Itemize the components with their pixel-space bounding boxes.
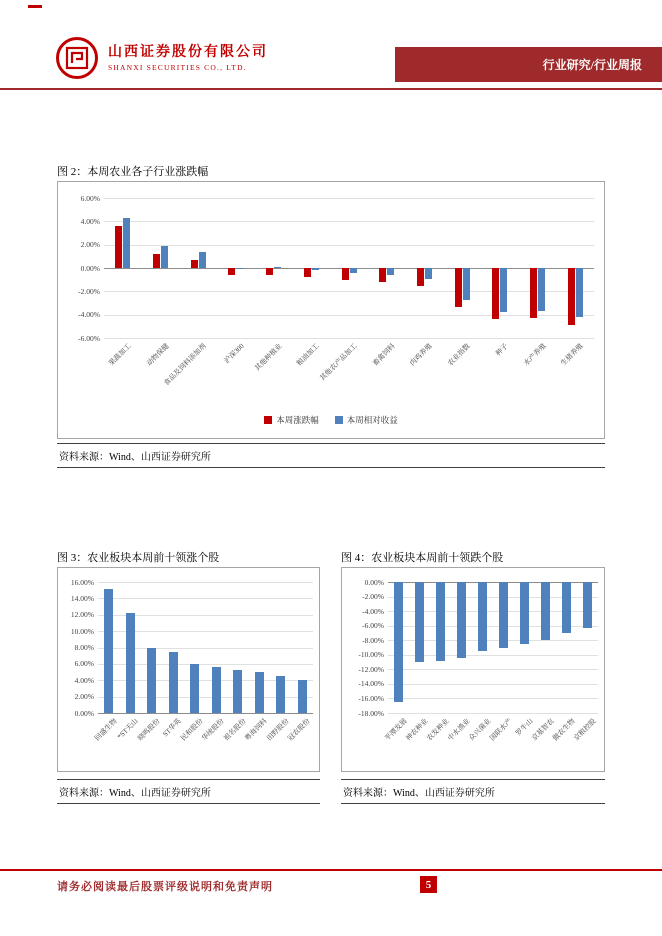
bar (115, 226, 122, 268)
bar (463, 268, 470, 300)
y-axis-tick-label: -10.00% (358, 650, 384, 660)
bar (266, 268, 273, 275)
x-axis-category-label: 祖名股份 (221, 717, 248, 743)
x-axis-category-label: 晓鸣股份 (135, 717, 162, 743)
company-name-block (108, 44, 268, 73)
x-axis-category-label: 肉鸡养殖 (408, 342, 435, 368)
gridline (104, 245, 594, 246)
page-number-badge: 5 (420, 876, 437, 893)
y-axis-tick-label: 4.00% (74, 675, 94, 685)
bar (455, 268, 462, 307)
x-axis-category-label: 沪深300 (222, 342, 246, 365)
x-axis-category-label: 水产养殖 (521, 342, 548, 368)
bar (312, 268, 319, 270)
chart-legend (58, 414, 604, 426)
bar (190, 664, 199, 713)
x-axis-category-label: 民和股份 (178, 717, 205, 743)
figure2-title: 图 2：本周农业各子行业涨跌幅 (57, 166, 209, 178)
bar (530, 268, 537, 318)
x-axis-category-label: 农发种业 (424, 717, 451, 743)
x-axis-category-label: 果蔬加工 (107, 342, 133, 368)
x-axis-category-label: 京粮控股 (571, 717, 598, 743)
legend-label: 本周涨跌幅 (276, 415, 319, 425)
figure2-source: 资料来源：Wind、山西证券研究所 (57, 443, 605, 468)
bar (417, 268, 424, 286)
company-logo (55, 36, 268, 80)
bar (276, 676, 285, 713)
company-name-cn: 山西证券股份有限公司 (108, 44, 268, 60)
x-axis-category-label: *ST天山 (116, 717, 140, 741)
legend-swatch (335, 416, 343, 424)
y-axis-tick-label: 6.00% (80, 193, 100, 203)
x-axis-category-label: 众兴菌业 (466, 717, 493, 743)
footer-disclaimer: 请务必阅读最后股票评级说明和免责声明 (57, 881, 273, 893)
figure4-title: 图 4：农业板块本周前十领跌个股 (341, 552, 504, 564)
legend-label: 本周相对收益 (346, 415, 398, 425)
corner-mark (28, 5, 42, 8)
figure2-chart (57, 181, 605, 439)
y-axis-tick-label: 12.00% (70, 610, 94, 620)
y-axis-tick-label: 2.00% (80, 240, 100, 250)
footer-divider (0, 869, 662, 871)
bar (153, 254, 160, 268)
x-axis-category-label: 罗牛山 (513, 717, 535, 738)
y-axis-tick-label: -2.00% (78, 286, 100, 296)
figure4-chart (341, 567, 605, 772)
bar (457, 582, 466, 658)
x-axis-category-label: 国联水产 (487, 717, 514, 743)
y-axis-tick-label: -4.00% (78, 310, 100, 320)
bar (415, 582, 424, 662)
report-type-label: 行业研究/行业周报 (542, 58, 642, 72)
x-axis-category-label: 回盛生物 (92, 717, 119, 743)
x-axis-category-label: ST华英 (161, 717, 183, 739)
bar (583, 582, 592, 628)
gridline (104, 338, 594, 339)
figure3-chart (57, 567, 320, 772)
figure3-source: 资料来源：Wind、山西证券研究所 (57, 779, 320, 804)
y-axis-tick-label: 0.00% (364, 577, 384, 587)
gridline (98, 713, 313, 714)
y-axis-tick-label: 16.00% (70, 577, 94, 587)
x-axis-category-label: 种子 (493, 342, 510, 358)
x-axis-category-label: 粮油加工 (295, 342, 321, 368)
figure3-title: 图 3：农业板块本周前十领涨个股 (57, 552, 220, 564)
bar (161, 246, 168, 268)
x-axis-category-label: 其他种植业 (252, 342, 284, 373)
y-axis-tick-label: -6.00% (78, 333, 100, 343)
y-axis-tick-label: -18.00% (358, 708, 384, 718)
y-axis-tick-label: -8.00% (362, 635, 384, 645)
y-axis-tick-label: -12.00% (358, 664, 384, 674)
legend-item (264, 414, 319, 426)
y-axis-tick-label: 4.00% (80, 216, 100, 226)
bar (538, 268, 545, 311)
bar (500, 268, 507, 312)
x-axis-category-label: 农业指数 (446, 342, 472, 368)
x-axis-category-label: 傲农生物 (550, 717, 577, 743)
bar (236, 268, 243, 269)
gridline (104, 315, 594, 316)
bar (233, 670, 242, 713)
logo-seal-icon (55, 36, 99, 80)
y-axis-tick-label: -2.00% (362, 592, 384, 602)
bar (562, 582, 571, 633)
bar (126, 613, 135, 713)
bar (436, 582, 445, 661)
bar (298, 680, 307, 713)
x-axis-category-label: 食品及饲料添加剂 (162, 342, 208, 388)
gridline (98, 598, 313, 599)
x-axis-category-label: 畜禽饲料 (370, 342, 397, 368)
bar (379, 268, 386, 282)
bar (499, 582, 508, 648)
x-axis-category-label: 华统股份 (200, 717, 226, 743)
bar (123, 218, 130, 268)
gridline (104, 198, 594, 199)
x-axis-category-label: 平潭发展 (382, 717, 409, 743)
bar (104, 589, 113, 713)
x-axis-category-label: 中水渔业 (445, 717, 472, 743)
bar (387, 268, 394, 275)
bar (394, 582, 403, 702)
bar (304, 268, 311, 277)
bar (228, 268, 235, 275)
y-axis-tick-label: 0.00% (74, 708, 94, 718)
x-axis-category-label: 田野股份 (264, 717, 291, 743)
x-axis-category-label: 生猪养殖 (559, 342, 585, 368)
gridline (388, 669, 598, 670)
gridline (388, 698, 598, 699)
bar (147, 648, 156, 714)
gridline (104, 291, 594, 292)
bar (342, 268, 349, 280)
gridline (98, 582, 313, 583)
bar (492, 268, 499, 319)
x-axis-category-label: 神农种业 (403, 717, 430, 743)
y-axis-tick-label: -4.00% (362, 606, 384, 616)
y-axis-tick-label: -6.00% (362, 621, 384, 631)
y-axis-tick-label: 6.00% (74, 659, 94, 669)
x-axis-category-label: 京基智农 (529, 717, 556, 743)
y-axis-tick-label: -14.00% (358, 679, 384, 689)
y-axis-tick-label: 14.00% (70, 593, 94, 603)
bar (576, 268, 583, 317)
company-name-en: SHANXI SECURITIES CO., LTD. (108, 62, 247, 72)
bar (191, 260, 198, 268)
bar (255, 672, 264, 713)
y-axis-tick-label: 0.00% (80, 263, 100, 273)
bar (478, 582, 487, 651)
x-axis-category-label: 动物保健 (144, 342, 171, 368)
gridline (388, 684, 598, 685)
bar (541, 582, 550, 640)
legend-swatch (264, 416, 272, 424)
x-axis-category-label: 其他农产品加工 (318, 342, 359, 383)
gridline (104, 221, 594, 222)
bar (274, 267, 281, 268)
bar (520, 582, 529, 644)
report-type-banner (395, 47, 662, 82)
x-axis-category-label: 粤海饲料 (243, 717, 269, 743)
bar (350, 268, 357, 273)
bar (425, 268, 432, 279)
x-axis-category-label: 冠农股份 (286, 717, 312, 743)
legend-item (335, 414, 398, 426)
header-divider (0, 88, 662, 90)
gridline (388, 713, 598, 714)
y-axis-tick-label: 8.00% (74, 643, 94, 652)
bar (169, 652, 178, 713)
y-axis-tick-label: 2.00% (74, 692, 94, 702)
bar (212, 667, 221, 713)
y-axis-tick-label: 10.00% (70, 626, 94, 636)
bar (568, 268, 575, 325)
bar (199, 252, 206, 268)
y-axis-tick-label: -16.00% (358, 693, 384, 703)
figure4-source: 资料来源：Wind、山西证券研究所 (341, 779, 605, 804)
